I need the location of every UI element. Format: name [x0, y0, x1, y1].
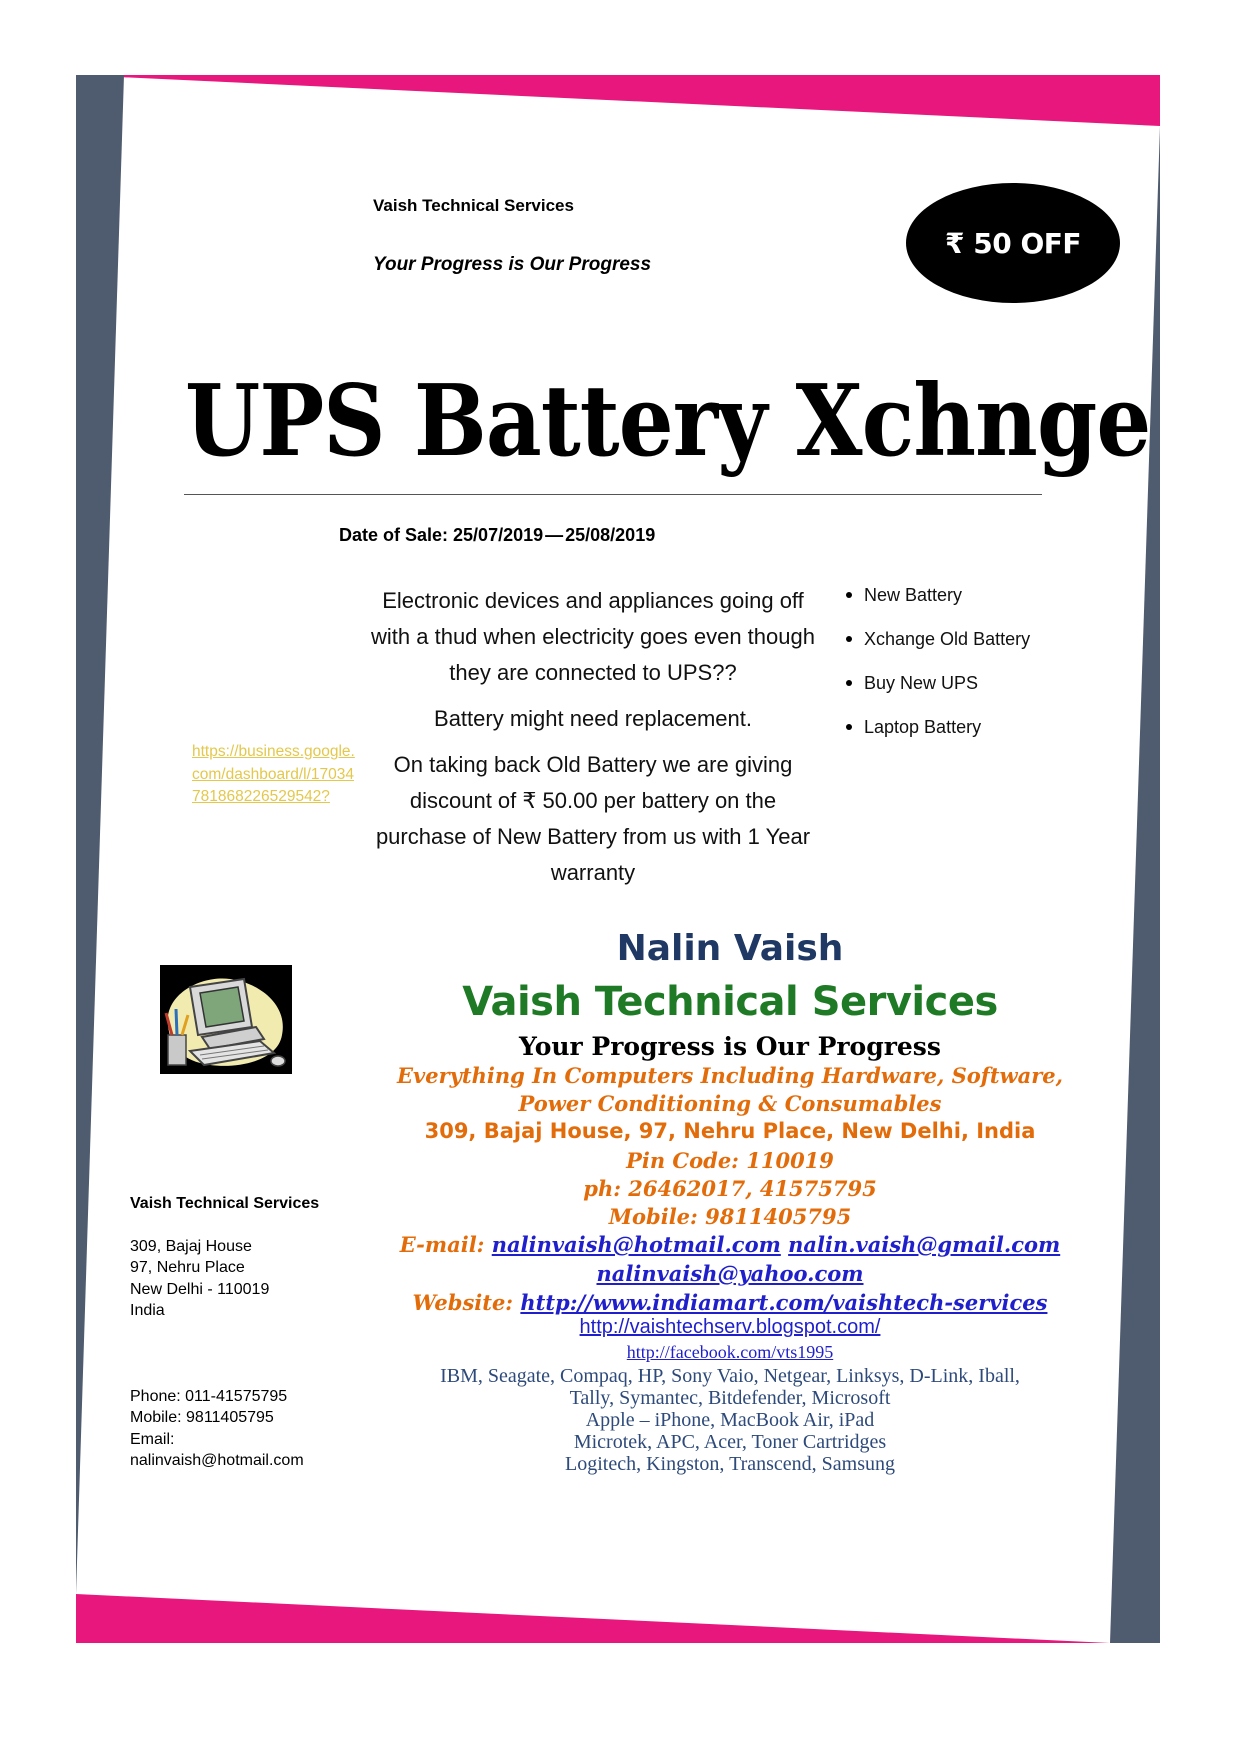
card-company-name: Vaish Technical Services	[462, 979, 998, 1025]
bullet-icon	[846, 636, 852, 642]
header-tagline: Your Progress is Our Progress	[373, 254, 652, 275]
brands-line: IBM, Seagate, Compaq, HP, Sony Vaio, Netgear, Linksys, D-Link, Iball,	[440, 1365, 1020, 1387]
bullet-icon	[846, 680, 852, 686]
blog-link[interactable]: http://vaishtechserv.blogspot.com/	[579, 1316, 881, 1338]
description-paragraph-2: Battery might need replacement.	[434, 706, 752, 731]
card-email-line	[350, 1232, 1110, 1257]
left-contact-company: Vaish Technical Services	[130, 1195, 320, 1212]
list-item	[842, 585, 1030, 629]
card-email-line-2	[350, 1261, 1110, 1286]
list-item	[842, 673, 1030, 717]
left-contact-phone: Phone: 011-41575795	[130, 1387, 288, 1405]
list-item-label: Buy New UPS	[864, 673, 979, 693]
sale-date-dash: —	[545, 525, 564, 545]
bullet-icon	[846, 592, 852, 598]
email-link-gmail[interactable]: nalin.vaish@gmail.com	[788, 1232, 1061, 1257]
title-divider	[184, 494, 1042, 495]
page-title: UPS Battery Xchnge	[185, 364, 1151, 479]
description-paragraph-1: Electronic devices and appliances going off with a thud when electricity goes even though they are connected to UPS??	[371, 588, 815, 685]
email-link-yahoo[interactable]: nalinvaish@yahoo.com	[596, 1261, 864, 1286]
list-item	[842, 717, 1030, 761]
website-link[interactable]: http://www.indiamart.com/vaishtech-services	[520, 1290, 1048, 1315]
left-contact-address-line: New Delhi - 110019	[130, 1280, 270, 1298]
list-item-label: New Battery	[864, 585, 963, 605]
left-contact-mobile: Mobile: 9811405795	[130, 1409, 274, 1426]
sale-date-end: 25/08/2019	[565, 525, 656, 545]
card-website-label: Website:	[412, 1290, 514, 1315]
card-tagline: Your Progress is Our Progress	[519, 1032, 941, 1061]
left-contact-block	[130, 1193, 319, 1472]
left-contact-address-line: 309, Bajaj House	[130, 1237, 252, 1255]
email-link-hotmail[interactable]: nalinvaish@hotmail.com	[491, 1232, 781, 1257]
left-contact-email: nalinvaish@hotmail.com	[130, 1452, 304, 1469]
card-person-name: Nalin Vaish	[616, 928, 844, 969]
brands-line: Microtek, APC, Acer, Toner Cartridges	[573, 1431, 887, 1453]
discount-badge-text: ₹ 50 OFF	[945, 226, 1081, 260]
brands-line: Apple – iPhone, MacBook Air, iPad	[585, 1409, 875, 1431]
left-contact-email-label: Email:	[130, 1430, 175, 1448]
card-address: 309, Bajaj House, 97, Nehru Place, New Delhi, India	[424, 1119, 1036, 1143]
card-services-line-1: Everything In Computers Including Hardware, Software,	[397, 1063, 1063, 1088]
card-pincode: Pin Code: 110019	[626, 1148, 834, 1173]
left-contact-address-line: India	[130, 1302, 165, 1319]
bottom-magenta-band	[76, 1594, 1110, 1643]
left-contact-address-line: 97, Nehru Place	[130, 1259, 245, 1276]
sale-date-start: Date of Sale: 25/07/2019	[339, 525, 544, 545]
right-slate-band	[1110, 126, 1160, 1643]
card-services-line-2: Power Conditioning & Consumables	[518, 1091, 942, 1116]
card-website-line	[350, 1290, 1110, 1315]
list-item	[842, 629, 1030, 673]
list-item-label: Xchange Old Battery	[864, 629, 1031, 649]
top-magenta-band	[76, 75, 1160, 126]
facebook-link[interactable]: http://facebook.com/vts1995	[626, 1342, 834, 1362]
card-email-label: E-mail:	[399, 1232, 485, 1257]
spacer	[130, 1322, 319, 1386]
card-mobile: Mobile: 9811405795	[608, 1204, 852, 1229]
list-item-label: Laptop Battery	[864, 717, 982, 737]
description-paragraph-3: On taking back Old Battery we are giving discount of ₹ 50.00 per battery on the purchase of New Battery from us with 1 Year warranty	[375, 752, 811, 885]
sale-date	[339, 525, 655, 546]
brands-line: Logitech, Kingston, Transcend, Samsung	[565, 1453, 895, 1475]
brands-line: Tally, Symantec, Bitdefender, Microsoft	[569, 1387, 891, 1409]
services-list	[842, 585, 1030, 761]
google-business-link[interactable]: https://business.google.com/dashboard/l/17034781868226529542?	[192, 743, 355, 805]
header-company: Vaish Technical Services	[373, 196, 574, 215]
description	[368, 583, 818, 901]
computer-icon	[160, 965, 292, 1074]
bullet-icon	[846, 724, 852, 730]
discount-badge	[906, 183, 1120, 303]
left-slate-band	[76, 75, 124, 1594]
card-phone: ph: 26462017, 41575795	[583, 1176, 877, 1201]
